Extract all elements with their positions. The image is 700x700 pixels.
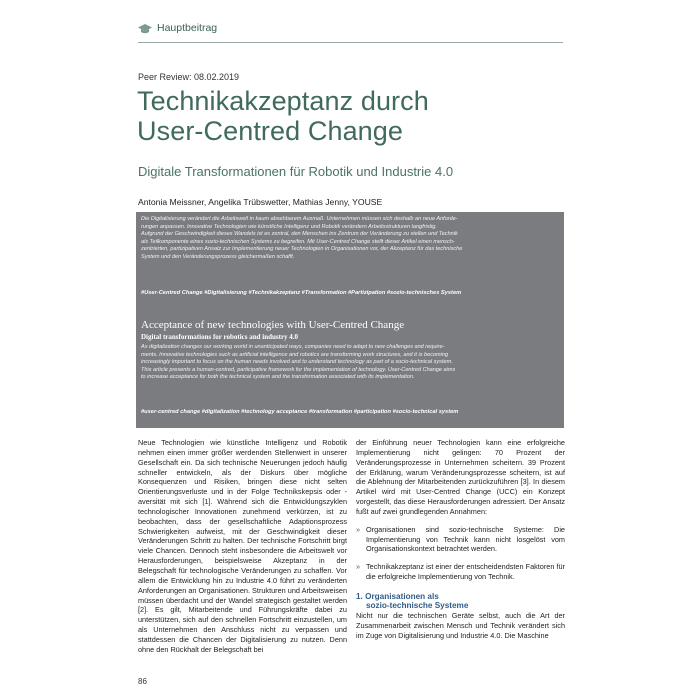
page-number: 86 — [138, 677, 147, 686]
body-paragraph: Neue Technologien wie künstliche Intelligenz und Robotik nehmen einen immer größer werdenden Stellenwert in unserer Gesellschaft ein. Da sich technische Neuerungen jedoch häufig schneller entwickeln, als der Diskurs über mögliche Konsequenzen und Risiken, bringen diese nicht selten Orientierungsverluste und in der Folge Technikskepsis oder -aversität mit sich [1]. Während sich die Entwicklungszyklen technologischer Innovationen zunehmend verkürzen, ist zu beobachten, dass der gesellschaftliche Adaptionsprozess Schwierigkeiten aufweist, mit der Geschwindigkeit dieser Veränderungen Schritt zu halten. Der technische Fortschritt birgt viele Chancen. Dennoch steht insbesondere die Arbeitswelt vor Herausforderungen, beispielsweise Akzeptanz in der Belegschaft für technologische Veränderungen zu schaffen. Vor allem die Entwicklung hin zu Industrie 4.0 führt zu veränderten Anforderungen an Organisationen. Strukturen und Arbeitsweisen müssen überdacht und der Wandel strategisch gestaltet werden [2]. Es gilt, Mitarbeitende und Führungskräfte dabei zu unterstützen, sich auf den schnellen Fortschritt einzustellen, um als Unternehmen den Anschluss nicht zu verpassen und stattdessen die Chancen der Digitalisierung zu nutzen. Denn ohne den Rückhalt der Belegschaft bei — [138, 438, 347, 654]
section-label: Hauptbeitrag — [157, 22, 218, 34]
abstract-de-line: Die Digitalisierung verändert die Arbeitswelt in kaum absehbarem Ausmaß. Unternehmen müssen sich deshalb an neue Anforde- — [141, 216, 458, 222]
article-title-line-1: Technikakzeptanz durch — [137, 86, 429, 116]
graduation-cap-icon — [138, 22, 152, 34]
abstract-de-line: rungen anpassen. Innovative Technologien wie künstliche Intelligenz und Robotik verändern Arbeitsstrukturen langfristig. — [141, 223, 437, 230]
abstract-de-tags: #User-Centred Change #Digitalisierung #Technikakzeptanz #Transformation #Partizipation #sozio-technisches System — [141, 290, 462, 296]
abstract-de-line: Aufgrund der Geschwindigkeit dieses Wandels ist es zentral, den Menschen ins Zentrum der Veränderung zu stellen und Technik — [141, 231, 458, 238]
body-column-right — [356, 438, 565, 641]
abstract-de-line: zentrierten, partizipativen Ansatz zur Implementierung neuer Technologien in Organisationen vor, der Akzeptanz für das technische — [141, 246, 463, 253]
section-heading-line-2: sozio-technische Systeme — [366, 601, 469, 611]
section-header — [138, 20, 563, 43]
body-paragraph: der Einführung neuer Technologien kann eine erfolgreiche Implementierung nicht gelingen: 70 Prozent der Veränderungsprozesse in Unternehmen scheitern. 39 Prozent der Erklärung, warum Veränderungsprozesse scheitern, ist auf die Ablehnung der Mitarbeitenden zurückzuführen [3]. In diesem Artikel wird mit User-Centred Change (UCC) ein Konzept vorgestellt, das diese Herausforderungen adressiert. Der Ansatz fußt auf zwei grundlegenden Annahmen: — [356, 438, 565, 516]
authors-line: Antonia Meissner, Angelika Trübswetter, Mathias Jenny, YOUSE — [138, 197, 383, 207]
section-heading — [356, 592, 565, 611]
abstract-en-subtitle: Digital transformations for robotics and industry 4.0 — [141, 333, 299, 341]
bullet-text: Organisationen sind sozio-technische Systeme: Die Implementierung von Technik kann nicht losgelöst vom Organisationskontext betrachtet werden. — [366, 524, 565, 554]
abstract-en-line: to increase acceptance for both the technical system and the transformation associated with its implementation. — [141, 374, 415, 381]
abstract-en-line: increasingly important to focus on the human needs involved and to understand technology as part of a socio-technical system. — [141, 359, 453, 366]
abstract-en-tags: #user-centred change #digitalization #technology acceptance #transformation #participation #socio-technical system — [141, 409, 459, 415]
bullet-item — [356, 525, 565, 555]
abstract-en-line: As digitalization changes our working world in unanticipated ways, companies need to adapt to new challenges and require- — [141, 344, 445, 350]
abstract-de-line: als Teilkomponente eines sozio-technischen Systems zu begreifen. Mit User-Centred Change stellt dieser Artikel einen mensch- — [141, 238, 455, 245]
peer-review-date: Peer Review: 08.02.2019 — [138, 72, 240, 82]
bullet-item — [356, 562, 565, 582]
article-subtitle: Digitale Transformationen für Robotik und Industrie 4.0 — [138, 164, 454, 179]
bullet-text: Technikakzeptanz ist einer der entscheidendsten Faktoren für die erfolgreiche Implementierung von Technik. — [366, 562, 565, 582]
section-heading-line-1: 1. Organisationen als — [356, 591, 439, 601]
abstract-de-line: System und den Veränderungsprozess gleichermaßen schafft. — [141, 254, 295, 260]
abstract-en-title: Acceptance of new technologies with User-Centred Change — [141, 319, 405, 331]
abstract-en-line: This article presents a human-centred, participative framework for the implementation of technology. User-Centred Change aims — [141, 366, 456, 373]
body-paragraph: Nicht nur die technischen Geräte selbst, auch die Art der Zusammenarbeit zwischen Mensch und Technik verändert sich im Zuge von Digitalisierung und Industrie 4.0. Die Maschine — [356, 610, 565, 640]
abstract-en-line: ments. Innovative technologies such as artificial intelligence and robotics are transforming work structures, and it is becoming — [141, 351, 449, 358]
body-column-left — [138, 438, 347, 655]
article-title-line-2: User-Centred Change — [137, 116, 404, 146]
abstract-box — [136, 212, 564, 428]
article-title — [137, 86, 567, 146]
bullet-marker: » — [356, 562, 361, 572]
bullet-marker: » — [356, 524, 361, 534]
